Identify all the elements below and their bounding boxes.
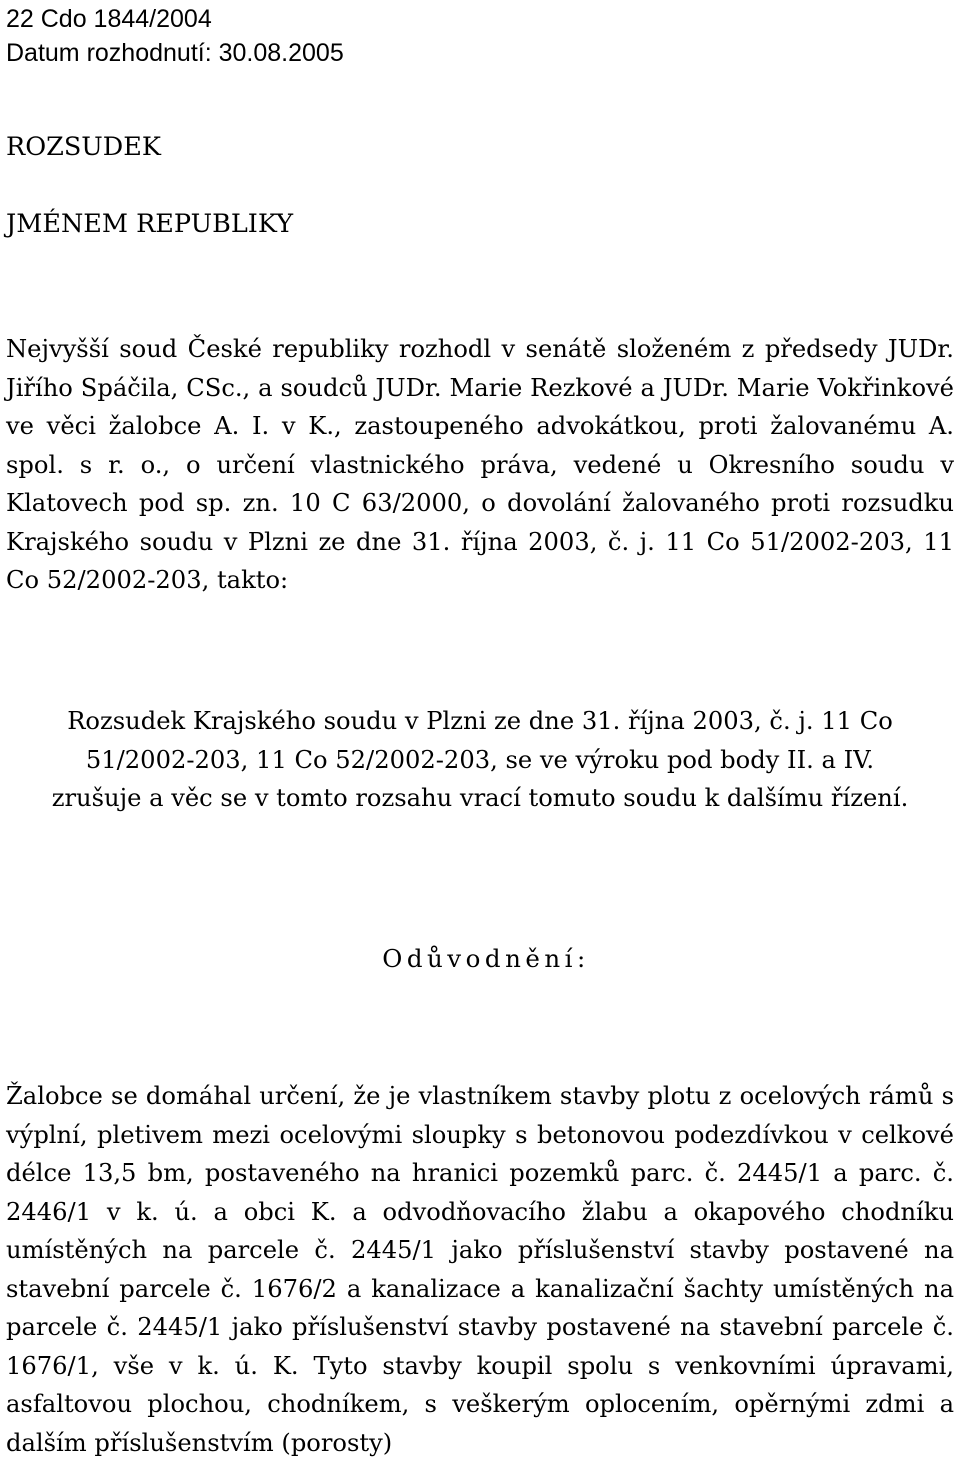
document-subtitle: JMÉNEM REPUBLIKY: [6, 209, 294, 239]
reasoning-heading: Odůvodnění:: [382, 944, 590, 973]
intro-paragraph: Nejvyšší soud České republiky rozhodl v senátě složeném z předsedy JUDr. Jiřího Spáčila, CSc., a soudců JUDr. Marie Rezkové a JUDr. Marie Vokřinkové ve věci žalobce A. I. v K., zastoupeného advokátkou, proti žalovanému A. spol. s r. o., o určení vlastnického práva, vedené u Okresního soudu v Klatovech pod sp. zn. 10 C 63/2000, o dovolání žalovaného proti rozsudku Krajského soudu v Plzni ze dne 31. října 2003, č. j. 11 Co 51/2002-203, 11 Co 52/2002-203, takto:: [6, 335, 954, 594]
reasoning-paragraph: Žalobce se domáhal určení, že je vlastníkem stavby plotu z ocelových rámů s výplní, pletivem mezi ocelovými sloupky s betonovou podezdívkou v celkové délce 13,5 bm, postaveného na hranici pozemků parc. č. 2445/1 a parc. č. 2446/1 v k. ú. a obci K. a odvodňovacího žlabu a okapového chodníku umístěných na parcele č. 2445/1 jako příslušenství stavby postavené na stavební parcele č. 1676/2 a kanalizace a kanalizační šachty umístěných na parcele č. 2445/1 jako příslušenství stavby postavené na stavební parcele č. 1676/1, vše v k. ú. K. Tyto stavby koupil spolu s venkovními úpravami, asfaltovou plochou, chodníkem, s veškerým oplocením, opěrnými zdmi a dalším příslušenstvím (porosty): [6, 1082, 954, 1457]
verdict-paragraph: Rozsudek Krajského soudu v Plzni ze dne 31. října 2003, č. j. 11 Co 51/2002-203, 11 Co 52/2002-203, se ve výroku pod body II. a IV. zrušuje a věc se v tomto rozsahu vrací tomuto soudu k dalšímu řízení.: [51, 707, 909, 812]
decision-date: Datum rozhodnutí: 30.08.2005: [6, 39, 344, 67]
document-title: ROZSUDEK: [6, 132, 161, 162]
case-number: 22 Cdo 1844/2004: [6, 5, 212, 33]
